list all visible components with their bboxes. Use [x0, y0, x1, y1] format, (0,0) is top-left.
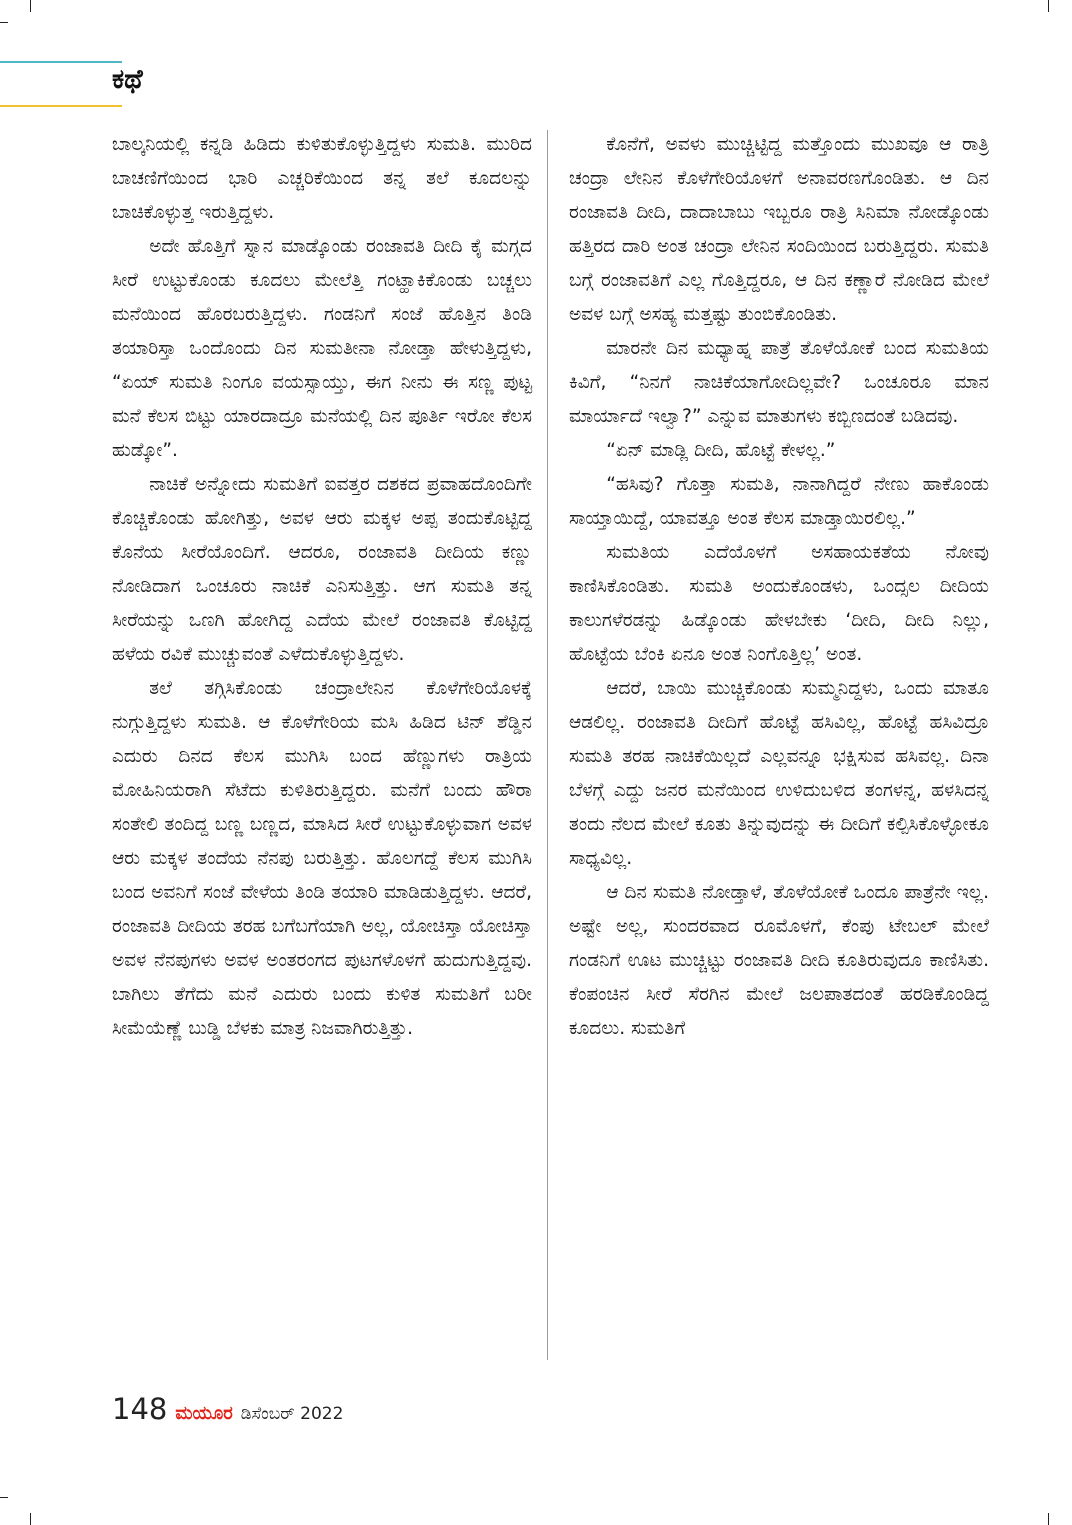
paragraph: ಬಾಲ್ಕನಿಯಲ್ಲಿ ಕನ್ನಡಿ ಹಿಡಿದು ಕುಳಿತುಕೊಳ್ಳುತ್ತಿದ್ದಳು ಸುಮತಿ. ಮುರಿದ ಬಾಚಣಿಗೆಯಿಂದ ಭಾರಿ ಎಚ್ಚರಿಕೆಯಿಂದ ತನ್ನ ತಲೆ ಕೂದಲನ್ನು ಬಾಚಿಕೊಳ್ಳುತ್ತ ಇರುತ್ತಿದ್ದಳು.: [112, 134, 532, 223]
paragraph: ತಲೆ ತಗ್ಗಿಸಿಕೊಂಡು ಚಂದ್ರಾಲೇನಿನ ಕೊಳೆಗೇರಿಯೊಳಕ್ಕೆ ನುಗ್ಗುತ್ತಿದ್ದಳು ಸುಮತಿ. ಆ ಕೊಳೆಗೇರಿಯ ಮಸಿ ಹಿಡಿದ ಟಿನ್ ಶೆಡ್ಡಿನ ಎದುರು ದಿನದ ಕೆಲಸ ಮುಗಿಸಿ ಬಂದ ಹೆಣ್ಣುಗಳು ರಾತ್ರಿಯ ಮೋಹಿನಿಯರಾಗಿ ಸೆಟೆದು ಕುಳಿತಿರುತ್ತಿದ್ದರು. ಮನೆಗೆ ಬಂದು ಹೌರಾ ಸಂತೇಲಿ ತಂದಿದ್ದ ಬಣ್ಣ ಬಣ್ಣದ, ಮಾಸಿದ ಸೀರೆ ಉಟ್ಟುಕೊಳ್ಳುವಾಗ ಅವಳ ಆರು ಮಕ್ಕಳ ತಂದೆಯ ನೆನಪು ಬರುತ್ತಿತ್ತು. ಹೊಲಗದ್ದೆ ಕೆಲಸ ಮುಗಿಸಿ ಬಂದ ಅವನಿಗೆ ಸಂಜೆ ವೇಳೆಯ ತಿಂಡಿ ತಯಾರಿ ಮಾಡಿಡುತ್ತಿದ್ದಳು. ಆದರೆ, ರಂಜಾವತಿ ದೀದಿಯ ತರಹ ಬಗೆಬಗೆಯಾಗಿ ಅಲ್ಲ, ಯೋಚಿಸ್ತಾ ಯೋಚಿಸ್ತಾ ಅವಳ ನೆನಪುಗಳು ಅವಳ ಅಂತರಂಗದ ಪುಟಗಳೊಳಗೆ ಹುದುಗುತ್ತಿದ್ದವು. ಬಾಗಿಲು ತೆಗೆದು ಮನೆ ಎದುರು ಬಂದು ಕುಳಿತ ಸುಮತಿಗೆ ಬರೀ ಸೀಮೆಯೆಣ್ಣೆ ಬುಡ್ಡಿ ಬೆಳಕು ಮಾತ್ರ ನಿಜವಾಗಿರುತ್ತಿತ್ತು.: [112, 678, 532, 1039]
left-column: [112, 128, 532, 1046]
crop-mark: [0, 1497, 8, 1498]
magazine-logo: ಮಯೂರ: [175, 1403, 233, 1424]
section-title: ಕಥೆ: [112, 64, 143, 95]
page-footer: [112, 1392, 343, 1426]
column-divider: [547, 130, 548, 1360]
crop-mark: [1048, 1513, 1049, 1525]
paragraph: ಆದರೆ, ಬಾಯಿ ಮುಚ್ಚಿಕೊಂಡು ಸುಮ್ಮನಿದ್ದಳು, ಒಂದು ಮಾತೂ ಆಡಲಿಲ್ಲ. ರಂಜಾವತಿ ದೀದಿಗೆ ಹೊಟ್ಟೆ ಹಸಿವಿಲ್ಲ, ಹೊಟ್ಟೆ ಹಸಿವಿದ್ರೂ ಸುಮತಿ ತರಹ ನಾಚಿಕೆಯಿಲ್ಲದೆ ಎಲ್ಲವನ್ನೂ ಭಕ್ಷಿಸುವ ಹಸಿವಲ್ಲ. ದಿನಾ ಬೆಳಗ್ಗೆ ಎದ್ದು ಜನರ ಮನೆಯಿಂದ ಉಳಿದುಬಳಿದ ತಂಗಳನ್ನ, ಹಳಸಿದನ್ನ ತಂದು ನೆಲದ ಮೇಲೆ ಕೂತು ತಿನ್ನುವುದನ್ನು ಈ ದೀದಿಗೆ ಕಲ್ಪಿಸಿಕೊಳ್ಳೋಕೂ ಸಾಧ್ಯವಿಲ್ಲ.: [569, 678, 989, 869]
paragraph: ಕೊನೆಗೆ, ಅವಳು ಮುಚ್ಚಿಟ್ಟಿದ್ದ ಮತ್ತೊಂದು ಮುಖವೂ ಆ ರಾತ್ರಿ ಚಂದ್ರಾ ಲೇನಿನ ಕೊಳೆಗೇರಿಯೊಳಗೆ ಅನಾವರಣಗೊಂಡಿತು. ಆ ದಿನ ರಂಜಾವತಿ ದೀದಿ, ದಾದಾಬಾಬು ಇಬ್ಬರೂ ರಾತ್ರಿ ಸಿನಿಮಾ ನೋಡ್ಕೊಂಡು ಹತ್ತಿರದ ದಾರಿ ಅಂತ ಚಂದ್ರಾ ಲೇನಿನ ಸಂದಿಯಿಂದ ಬರುತ್ತಿದ್ದರು. ಸುಮತಿ ಬಗ್ಗೆ ರಂಜಾವತಿಗೆ ಎಲ್ಲ ಗೊತ್ತಿದ್ದರೂ, ಆ ದಿನ ಕಣ್ಣಾರೆ ನೋಡಿದ ಮೇಲೆ ಅವಳ ಬಗ್ಗೆ ಅಸಹ್ಯ ಮತ್ತಷ್ಟು ತುಂಬಿಕೊಂಡಿತು.: [569, 134, 989, 325]
header-rule-yellow: [0, 105, 122, 107]
right-column: [569, 128, 989, 1046]
crop-mark: [30, 0, 31, 12]
issue-date: ಡಿಸೆಂಬರ್ 2022: [240, 1404, 344, 1424]
page-number: 148: [112, 1392, 168, 1426]
paragraph: ಸುಮತಿಯ ಎದೆಯೊಳಗೆ ಅಸಹಾಯಕತೆಯ ನೋವು ಕಾಣಿಸಿಕೊಂಡಿತು. ಸುಮತಿ ಅಂದುಕೊಂಡಳು, ಒಂದ್ಸಲ ದೀದಿಯ ಕಾಲುಗಳೆರಡನ್ನು ಹಿಡ್ಕೊಂಡು ಹೇಳಬೇಕು ‘ದೀದಿ, ದೀದಿ ನಿಲ್ಲು, ಹೊಟ್ಟೆಯ ಬೆಂಕಿ ಏನೂ ಅಂತ ನಿಂಗೊತ್ತಿಲ್ಲ’ ಅಂತ.: [569, 542, 989, 665]
paragraph: ಅದೇ ಹೊತ್ತಿಗೆ ಸ್ನಾನ ಮಾಡ್ಕೊಂಡು ರಂಜಾವತಿ ದೀದಿ ಕೈ ಮಗ್ಗದ ಸೀರೆ ಉಟ್ಟುಕೊಂಡು ಕೂದಲು ಮೇಲೆತ್ತಿ ಗಂಟ್ಹಾಕಿಕೊಂಡು ಬಚ್ಚಲು ಮನೆಯಿಂದ ಹೊರಬರುತ್ತಿದ್ದಳು. ಗಂಡನಿಗೆ ಸಂಜೆ ಹೊತ್ತಿನ ತಿಂಡಿ ತಯಾರಿಸ್ತಾ ಒಂದೊಂದು ದಿನ ಸುಮತೀನಾ ನೋಡ್ತಾ ಹೇಳುತ್ತಿದ್ದಳು, “ಏಯ್ ಸುಮತಿ ನಿಂಗೂ ವಯಸ್ಸಾಯ್ತು, ಈಗ ನೀನು ಈ ಸಣ್ಣ ಪುಟ್ಟ ಮನೆ ಕೆಲಸ ಬಿಟ್ಟು ಯಾರದಾದ್ರೂ ಮನೆಯಲ್ಲಿ ದಿನ ಪೂರ್ತಿ ಇರೋ ಕೆಲಸ ಹುಡ್ಕೋ”.: [112, 236, 532, 461]
paragraph: ಆ ದಿನ ಸುಮತಿ ನೋಡ್ತಾಳೆ, ತೊಳೆಯೋಕೆ ಒಂದೂ ಪಾತ್ರೆನೇ ಇಲ್ಲ. ಅಷ್ಟೇ ಅಲ್ಲ, ಸುಂದರವಾದ ರೂಮೊಳಗೆ, ಕೆಂಪು ಟೇಬಲ್ ಮೇಲೆ ಗಂಡನಿಗೆ ಊಟ ಮುಚ್ಚಿಟ್ಟು ರಂಜಾವತಿ ದೀದಿ ಕೂತಿರುವುದೂ ಕಾಣಿಸಿತು. ಕೆಂಪಂಚಿನ ಸೀರೆ ಸೆರಗಿನ ಮೇಲೆ ಜಲಪಾತದಂತೆ ಹರಡಿಕೊಂಡಿದ್ದ ಕೂದಲು. ಸುಮತಿಗೆ: [569, 882, 989, 1039]
paragraph: ಮಾರನೇ ದಿನ ಮಧ್ಯಾಹ್ನ ಪಾತ್ರೆ ತೊಳೆಯೋಕೆ ಬಂದ ಸುಮತಿಯ ಕಿವಿಗೆ, “ನಿನಗೆ ನಾಚಿಕೆಯಾಗೋದಿಲ್ಲವೇ? ಒಂಚೂರೂ ಮಾನ ಮಾರ್ಯಾದೆ ಇಲ್ವಾ?” ಎನ್ನುವ ಮಾತುಗಳು ಕಬ್ಬಿಣದಂತೆ ಬಡಿದವು.: [569, 338, 989, 427]
header-rule-teal: [0, 61, 122, 63]
crop-mark: [30, 1513, 31, 1525]
paragraph: “ಹಸಿವು? ಗೊತ್ತಾ ಸುಮತಿ, ನಾನಾಗಿದ್ದರೆ ನೇಣು ಹಾಕೊಂಡು ಸಾಯ್ತಾಯಿದ್ದೆ, ಯಾವತ್ತೂ ಅಂತ ಕೆಲಸ ಮಾಡ್ತಾಯಿರಲಿಲ್ಲ.”: [569, 474, 989, 529]
crop-mark: [1048, 0, 1049, 12]
paragraph: “ಏನ್ ಮಾಡ್ಲಿ ದೀದಿ, ಹೊಟ್ಟೆ ಕೇಳಲ್ಲ.”: [606, 440, 836, 461]
paragraph: ನಾಚಿಕೆ ಅನ್ನೋದು ಸುಮತಿಗೆ ಐವತ್ತರ ದಶಕದ ಪ್ರವಾಹದೊಂದಿಗೇ ಕೊಚ್ಚಿಕೊಂಡು ಹೋಗಿತ್ತು, ಅವಳ ಆರು ಮಕ್ಕಳ ಅಪ್ಪ ತಂದುಕೊಟ್ಟಿದ್ದ ಕೊನೆಯ ಸೀರೆಯೊಂದಿಗೆ. ಆದರೂ, ರಂಜಾವತಿ ದೀದಿಯ ಕಣ್ಣು ನೋಡಿದಾಗ ಒಂಚೂರು ನಾಚಿಕೆ ಎನಿಸುತ್ತಿತ್ತು. ಆಗ ಸುಮತಿ ತನ್ನ ಸೀರೆಯನ್ನು ಒಣಗಿ ಹೋಗಿದ್ದ ಎದೆಯ ಮೇಲೆ ರಂಜಾವತಿ ಕೊಟ್ಟಿದ್ದ ಹಳೆಯ ರವಿಕೆ ಮುಚ್ಚುವಂತೆ ಎಳೆದುಕೊಳ್ಳುತ್ತಿದ್ದಳು.: [112, 474, 532, 665]
crop-mark: [0, 22, 8, 23]
